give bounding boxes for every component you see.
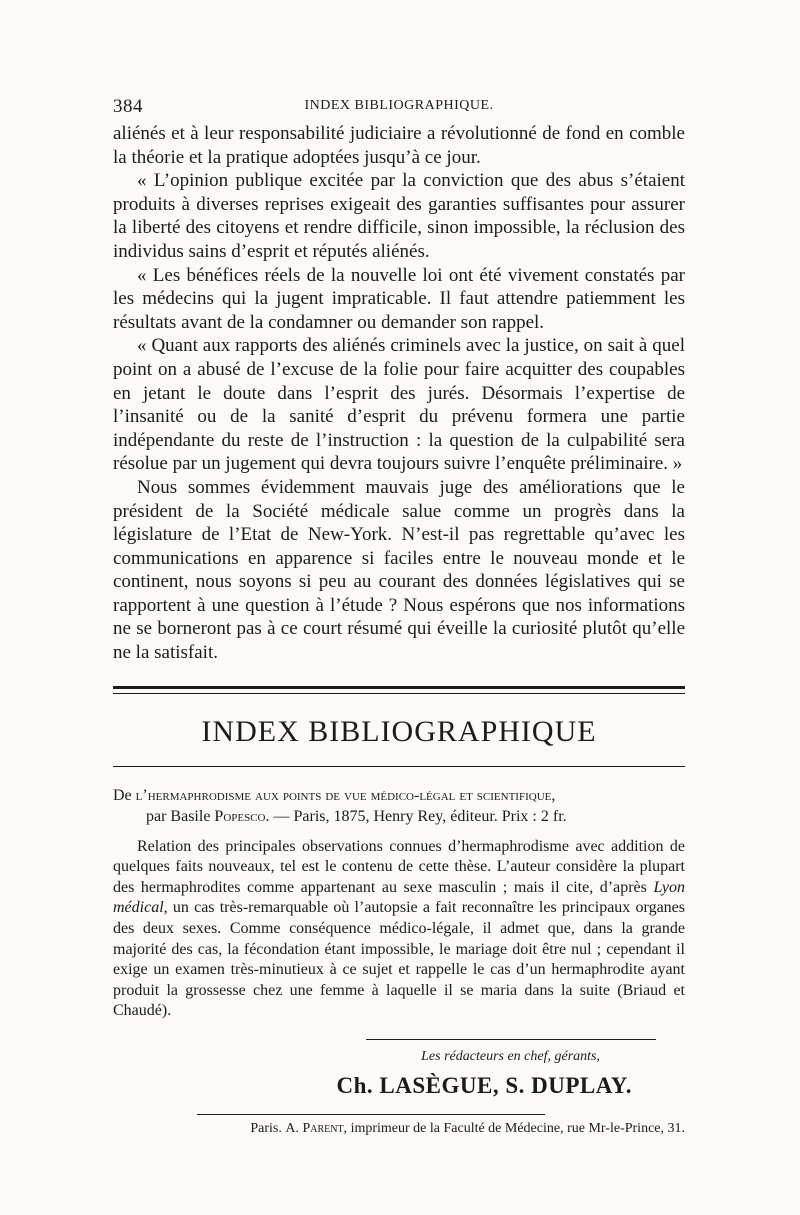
entry-author: Popesco. bbox=[214, 807, 270, 825]
entry-title-rest: l’hermaphrodisme aux points de vue médico-légal et scientifique, bbox=[135, 786, 556, 804]
imprint-rest: imprimeur de la Faculté de Médecine, rue Mr-le-Prince, 31. bbox=[350, 1121, 685, 1136]
imprint-city: Paris. bbox=[250, 1121, 282, 1136]
section-rule bbox=[113, 766, 685, 767]
review-text-2: , un cas très-remarquable où l’autopsie a fait reconnaître les principaux organes des deux sexes. Comme conséquence médico-légale, il admet que, dans la grande majorité des cas, la fécondation étant impossible, le mariage doit être nul ; cependant il exige un examen très-minutieux à ce sujet et rappelle le cas d’un hermaphrodite ayant produit la grossesse chez une femme à laquelle il se maria dans la suite (Briaud et Chaudé). bbox=[113, 899, 685, 1020]
imprint-rule bbox=[197, 1114, 545, 1115]
entry-review bbox=[113, 837, 685, 1022]
review-source-italic: Lyon médical bbox=[113, 878, 685, 917]
section-title: INDEX BIBLIOGRAPHIQUE bbox=[201, 714, 597, 748]
running-title: INDEX BIBLIOGRAPHIQUE. bbox=[304, 98, 494, 113]
double-rule-divider bbox=[113, 686, 685, 694]
signature-label: Les rédacteurs en chef, gérants, bbox=[421, 1049, 600, 1064]
body-text bbox=[113, 122, 685, 665]
paragraph-commentary: Nous sommes évidemment mauvais juge des améliorations que le président de la Société médicale salue comme un progrès dans la législature de l’Etat de New-York. N’est-il pas regrettable qu’avec les communications en apparence si faciles entre le nouveau monde et le continent, nous soyons si peu au courant des données législatives qui se rapportent à une question à l’étude ? Nous espérons que nos informations ne se borneront pas à ce court résumé qui éveille la curiosité plutôt qu’elle ne la satisfait. bbox=[113, 476, 685, 664]
paragraph-continuation: aliénés et à leur responsabilité judiciaire a révolutionné de fond en comble la théorie et la pratique adoptées jusqu’à ce jour. bbox=[113, 123, 685, 168]
imprint-printer: A. Parent, bbox=[285, 1121, 348, 1136]
entry-title bbox=[113, 785, 685, 806]
page-header bbox=[113, 96, 685, 122]
signature-names: Ch. LASÈGUE, S. DUPLAY. bbox=[336, 1073, 632, 1098]
entry-title-de: De bbox=[113, 786, 132, 804]
entry-by: par Basile bbox=[146, 807, 211, 825]
entry-byline bbox=[113, 806, 685, 827]
signature-rule bbox=[366, 1039, 656, 1040]
page-number: 384 bbox=[113, 96, 143, 117]
entry-publication: — Paris, 1875, Henry Rey, éditeur. Prix : 2 fr. bbox=[273, 807, 567, 825]
review-text-1: Relation des principales observations connues d’hermaphrodisme avec addition de quelques faits nouveaux, tel est le contenu de cette thèse. L’auteur considère la plupart des hermaphrodites comme appartenant au sexe masculin ; mais il cite, d’après bbox=[113, 837, 685, 896]
paragraph-quote-opinion: « L’opinion publique excitée par la conviction que des abus s’étaient produits à diverses reprises exigeait des garanties suffisantes pour assurer la liberté des citoyens et rendre difficile, sinon impossible, la réclusion des individus sains d’esprit et réputés aliénés. bbox=[113, 170, 685, 262]
bibliography-entry bbox=[113, 785, 685, 827]
page bbox=[113, 96, 685, 1137]
paragraph-quote-criminals: « Quant aux rapports des aliénés criminels avec la justice, on sait à quel point on a abusé de l’excuse de la folie pour faire acquitter des coupables en jetant le doute dans l’esprit des jurés. Désormais l’expertise de l’insanité ou de la sanité d’esprit du prévenu formera une partie indépendante du reste de l’instruction : la question de la culpabilité sera résolue par un jugement qui devra toujours suivre l’enquête préliminaire. » bbox=[113, 335, 685, 475]
printer-imprint bbox=[113, 1121, 685, 1137]
paragraph-quote-benefits: « Les bénéfices réels de la nouvelle loi ont été vivement constatés par les médecins qui la jugent impraticable. Il faut attendre patiemment les résultats avant de la condamner ou demander son rappel. bbox=[113, 264, 685, 333]
review-paragraph bbox=[113, 837, 685, 1022]
